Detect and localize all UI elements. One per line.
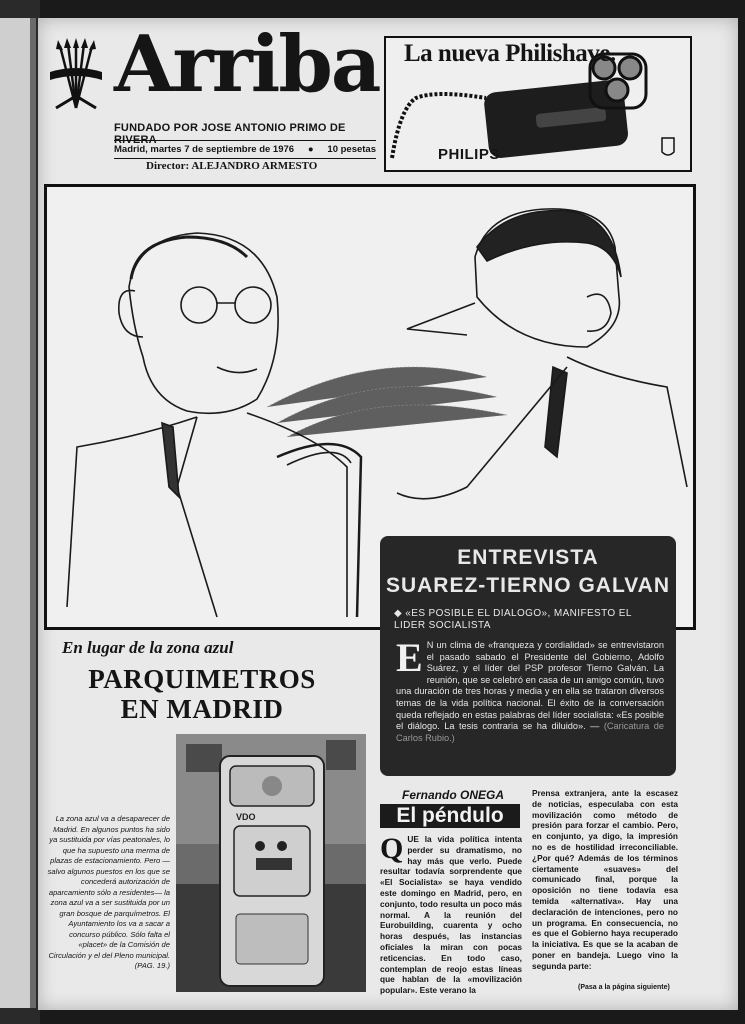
interview-panel — [380, 536, 676, 776]
philishave-advertisement — [384, 36, 692, 172]
diamond-bullet-icon: ◆ — [394, 608, 406, 619]
dateline — [114, 140, 376, 159]
bullet-icon: ● — [307, 144, 314, 155]
parking-meter-icon — [176, 734, 366, 992]
parking-article-body: La zona azul va a desaparecer de Madrid. En algunos puntos ha sido ya sustituida por vías peatonales, lo que ha supuesto una merma de plazas de estacionamiento. Pero —salvo algunos puestos en los que se concederá autorización de aparcamiento sólo a residentes— la zona azul va a ser sustituida por un gran bosque de parquímetros. El Ayuntamiento los va a sacar a concurso público. Sólo falta el «placet» de la Comisión de Circulación y el del Pleno municipal. (PAG. 19.) — [47, 814, 170, 970]
interview-body — [396, 635, 664, 744]
previous-page-edge — [0, 18, 36, 1008]
column-text-right: Prensa extranjera, ante la escasez de noticias, especulaba con esta movilización como método de presión para forzar el cambio. Pero, en conjunto, ya digo, la impresión no es de hostilidad irreconciliable. ¿Por qué? Además de los términos ciertamente «suaves» del comunicado final, porque la oposición no tiene todavía esa temida «alternativa». Hay una declaración de intenciones, pero no un programa. En consecuencia, no es que el Gobierno haya recuperado la iniciativa. Es que se la acaban de poner en bandeja. Luego vino la segunda parte: — [532, 788, 678, 971]
ad-brand: PHILIPS — [438, 146, 500, 163]
director-name: ALEJANDRO ARMESTO — [191, 160, 318, 172]
continued-note: (Pasa a la página siguiente) — [578, 984, 670, 991]
director-label: Director: — [146, 160, 190, 172]
parking-kicker: En lugar de la zona azul — [62, 638, 234, 657]
masthead — [44, 19, 380, 176]
interview-subhead: ◆ «ES POSIBLE EL DIALOGO», MANIFESTO EL LIDER SOCIALISTA — [394, 608, 632, 631]
interview-kicker: ENTREVISTA — [457, 546, 599, 569]
parking-meter-photo — [176, 734, 366, 992]
caricature-credit: (Caricatura de Carlos Rubio.) — [396, 721, 664, 743]
founder-line: FUNDADO POR JOSE ANTONIO PRIMO DE RIVERA — [114, 122, 346, 146]
column-text-left: QUE la vida política intenta perder su dramatismo, no hay más que verlo. Puede resultar todavía sorprendente que «El Socialista» se haya vendido este domingo en Madrid, pero, en conjunto, todo resulta un poco más normal. A la reunión del Eurobuilding, cuarenta y ocho horas después, las instancias oficiales la miran con pocas reticencias. En todo caso, contemplan de reojo estas líneas que hablan de la «movilización popular». Este verano la — [380, 832, 522, 996]
meter-brand: VDO — [236, 812, 256, 822]
issue-price: 10 pesetas — [327, 144, 376, 155]
newspaper-page — [38, 18, 738, 1010]
interview-headline: SUAREZ-TIERNO GALVAN — [385, 574, 671, 597]
ad-headline: La nueva Philishave. — [404, 40, 616, 67]
issue-date: Madrid, martes 7 de septiembre de 1976 — [114, 144, 295, 155]
newspaper-title: Arriba — [114, 19, 380, 110]
column-drop-cap: Q — [380, 832, 404, 865]
column-author: Fernando ONEGA — [402, 788, 505, 802]
yoke-and-arrows-emblem-icon — [46, 38, 106, 118]
parking-headline: PARQUIMETROS EN MADRID — [88, 664, 316, 724]
column-title: El péndulo — [380, 804, 520, 828]
interview-drop-cap: E — [396, 635, 423, 680]
page-reference: (PAG. 19.) — [134, 961, 170, 970]
director-line — [146, 160, 317, 172]
interview-text: N un clima de «franqueza y cordialidad» se entrevistaron el pasado sabado el Presidente del Gobierno, Adolfo Suárez, y el líder del PSP profesor Tierno Galván. La reunión, que se celebró en casa de un amigo común, tuvo una duración de tres horas y media y en ella se trataron diversos temas de la vida política nacional. El éxito de la conversación queda reflejado en estas palabras del líder socialista: «Es posible el diálogo. La tesis contraria se ha diluido». — — [396, 640, 664, 732]
